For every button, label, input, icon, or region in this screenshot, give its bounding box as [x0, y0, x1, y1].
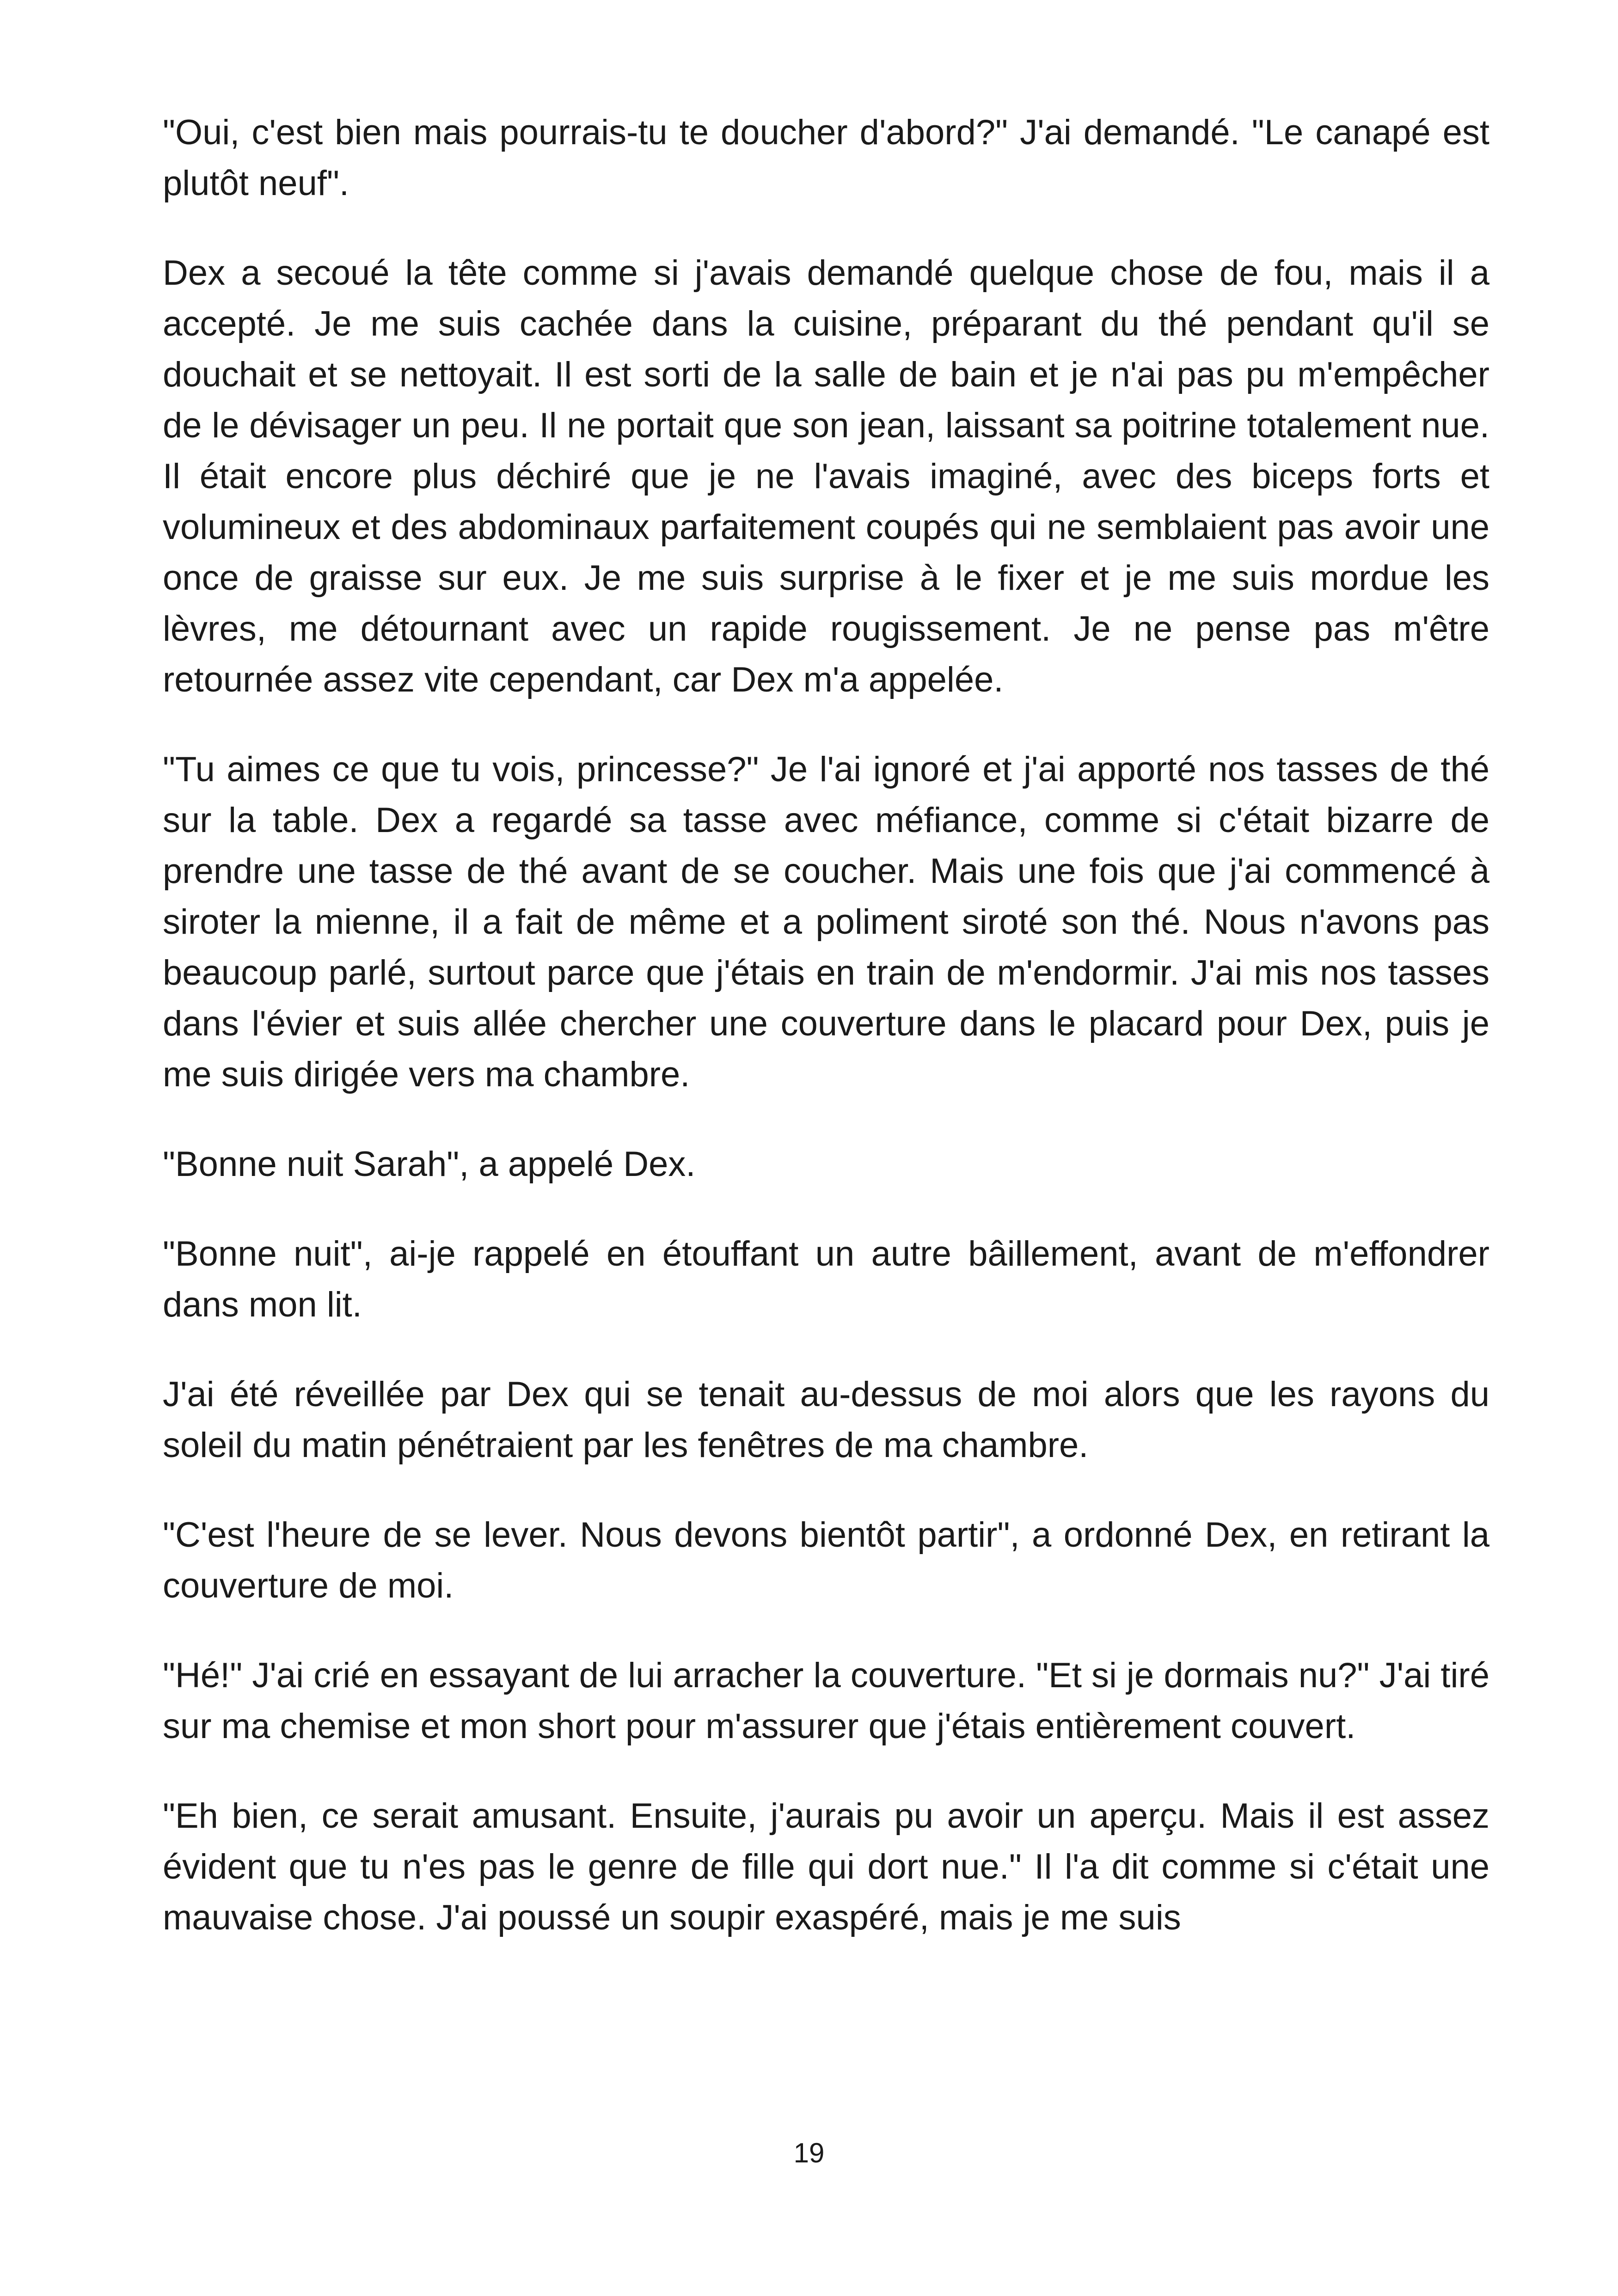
paragraph: Dex a secoué la tête comme si j'avais demandé quelque chose de fou, mais il a accepté. Je me suis cachée dans la cuisine, préparant du thé pendant qu'il se douchait et se nettoyait. Il est sorti de la salle de bain et je n'ai pas pu m'empêcher de le dévisager un peu. Il ne portait que son jean, laissant sa poitrine totalement nue. Il était encore plus déchiré que je ne l'avais imaginé, avec des biceps forts et volumineux et des abdominaux parfaitement coupés qui ne semblaient pas avoir une once de graisse sur eux. Je me suis surprise à le fixer et je me suis mordue les lèvres, me détournant avec un rapide rougissement. Je ne pense pas m'être retournée assez vite cependant, car Dex m'a appelée.: [163, 253, 1489, 699]
paragraph: "Eh bien, ce serait amusant. Ensuite, j'aurais pu avoir un aperçu. Mais il est assez évident que tu n'es pas le genre de fille qui dort nue." Il l'a dit comme si c'était une mauvaise chose. J'ai poussé un soupir exaspéré, mais je me suis: [163, 1796, 1489, 1937]
paragraph: "C'est l'heure de se lever. Nous devons bientôt partir", a ordonné Dex, en retirant la couverture de moi.: [163, 1515, 1489, 1605]
paragraph: "Bonne nuit", ai-je rappelé en étouffant un autre bâillement, avant de m'effondrer dans mon lit.: [163, 1234, 1489, 1324]
page-number: 19: [793, 2137, 825, 2168]
paragraph: "Bonne nuit Sarah", a appelé Dex.: [163, 1145, 696, 1184]
paragraph: "Hé!" J'ai crié en essayant de lui arracher la couverture. "Et si je dormais nu?" J'ai tiré sur ma chemise et mon short pour m'assurer que j'étais entièrement couvert.: [163, 1656, 1489, 1746]
paragraph: "Oui, c'est bien mais pourrais-tu te doucher d'abord?" J'ai demandé. "Le canapé est plutôt neuf".: [163, 113, 1489, 203]
paragraph: "Tu aimes ce que tu vois, princesse?" Je l'ai ignoré et j'ai apporté nos tasses de thé sur la table. Dex a regardé sa tasse avec méfiance, comme si c'était bizarre de prendre une tasse de thé avant de se coucher. Mais une fois que j'ai commencé à siroter la mienne, il a fait de même et a poliment siroté son thé. Nous n'avons pas beaucoup parlé, surtout parce que j'étais en train de m'endormir. J'ai mis nos tasses dans l'évier et suis allée chercher une couverture dans le placard pour Dex, puis je me suis dirigée vers ma chambre.: [163, 750, 1489, 1094]
body-text: [163, 107, 1489, 1982]
paragraph: J'ai été réveillée par Dex qui se tenait au-dessus de moi alors que les rayons du soleil du matin pénétraient par les fenêtres de ma chambre.: [163, 1375, 1489, 1465]
